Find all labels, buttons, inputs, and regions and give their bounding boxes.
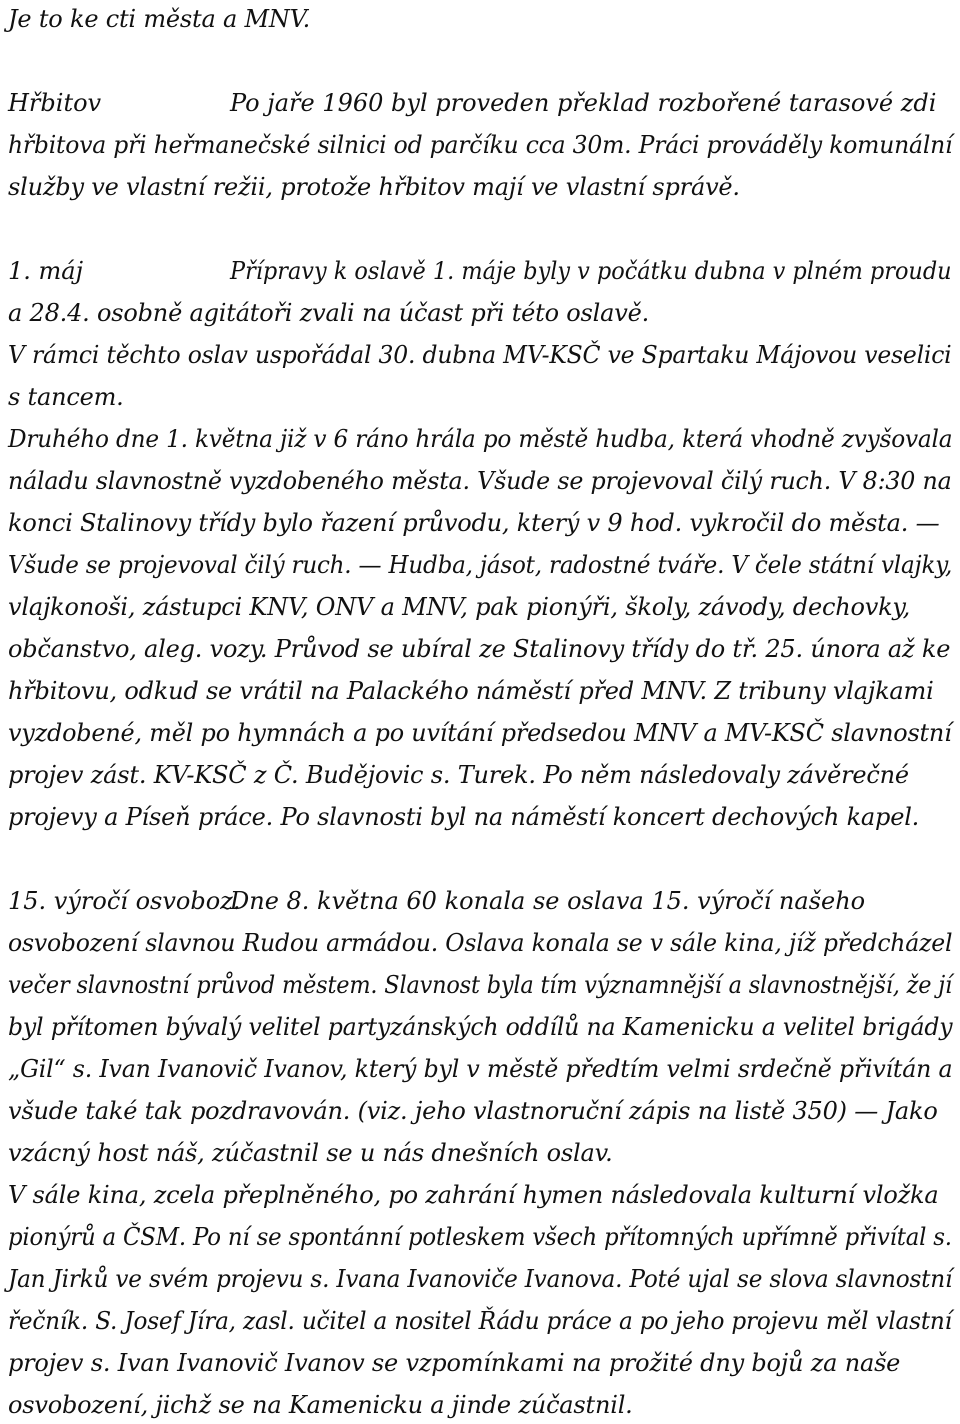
text-line: Přípravy k oslavě 1. máje byly v počátku dubna v plném proudu: [230, 257, 952, 285]
text-line: hřbitova při heřmanečské silnici od parčíku cca 30m. Práci prováděly komunální: [8, 131, 953, 159]
text-line: Jan Jirků ve svém projevu s. Ivana Ivanoviče Ivanova. Poté ujal se slova slavnostní: [8, 1265, 953, 1293]
text-line: řečník. S. Josef Jíra, zasl. učitel a nositel Řádu práce a po jeho projevu měl vlastní: [8, 1307, 952, 1335]
text-line: a 28.4. osobně agitátoři zvali na účast při této oslavě.: [8, 299, 650, 327]
text-line: hřbitovu, odkud se vrátil na Palackého náměstí před MNV. Z tribuny vlajkami: [8, 677, 934, 705]
text-line: služby ve vlastní režii, protože hřbitov mají ve vlastní správě.: [8, 173, 740, 201]
text-line: projev zást. KV-KSČ z Č. Budějovic s. Turek. Po něm následovaly závěrečné: [8, 761, 909, 789]
text-line: V sále kina, zcela přeplněného, po zahrání hymen následovala kulturní vložka: [8, 1181, 939, 1209]
text-line: Dne 8. května 60 konala se oslava 15. výročí našeho: [230, 887, 866, 915]
text-line: občanstvo, aleg. vozy. Průvod se ubíral ze Stalinovy třídy do tř. 25. února až ke: [8, 635, 951, 663]
text-line: s tancem.: [8, 383, 124, 411]
text-line: projevy a Píseň práce. Po slavnosti byl na náměstí koncert dechových kapel.: [8, 803, 920, 831]
text-line: V rámci těchto oslav uspořádal 30. dubna MV-KSČ ve Spartaku Májovou veselici: [8, 341, 952, 369]
text-line: Druhého dne 1. května již v 6 ráno hrála po městě hudba, která vhodně zvyšovala: [8, 425, 953, 453]
text-line: „Gil“ s. Ivan Ivanovič Ivanov, který byl v městě předtím velmi srdečně přivítán a: [8, 1055, 953, 1083]
section-label-osvobozeni: 15. výročí osvoboz.: [8, 887, 241, 915]
text-line: vyzdobené, měl po hymnách a po uvítání předsedou MNV a MV-KSČ slavnostní: [8, 719, 952, 747]
text-line: pionýrů a ČSM. Po ní se spontánní potleskem všech přítomných upřímně přivítal s.: [8, 1223, 952, 1251]
text-line: večer slavnostní průvod městem. Slavnost byla tím významnější a slavnostnější, že jí: [8, 971, 952, 999]
section-label-maj: 1. máj: [8, 257, 84, 285]
text-line: náladu slavnostně vyzdobeného města. Všude se projevoval čilý ruch. V 8:30 na: [8, 467, 952, 495]
section-label-hrbitov: Hřbitov: [8, 89, 102, 117]
text-line: osvobození slavnou Rudou armádou. Oslava konala se v sále kina, jíž předcházel: [8, 929, 953, 957]
text-line: všude také tak pozdravován. (viz. jeho vlastnoruční zápis na listě 350) — Jako: [8, 1097, 938, 1125]
text-line: osvobození, jichž se na Kamenicku a jinde zúčastnil.: [8, 1391, 633, 1419]
text-line: byl přítomen bývalý velitel partyzánských oddílů na Kamenicku a velitel brigády: [8, 1013, 953, 1041]
header-line: Je to ke cti města a MNV.: [8, 5, 311, 33]
text-line: projev s. Ivan Ivanovič Ivanov se vzpomínkami na prožité dny bojů za naše: [8, 1349, 901, 1377]
text-line: vzácný host náš, zúčastnil se u nás dnešních oslav.: [8, 1139, 613, 1167]
text-line: vlajkonoši, zástupci KNV, ONV a MNV, pak pionýři, školy, závody, dechovky,: [8, 593, 911, 621]
text-line: konci Stalinovy třídy bylo řazení průvodu, který v 9 hod. vykročil do města. —: [8, 509, 940, 537]
text-line: Po jaře 1960 byl proveden překlad rozbořené tarasové zdi: [230, 89, 937, 117]
text-line: Všude se projevoval čilý ruch. — Hudba, jásot, radostné tváře. V čele státní vlajky,: [8, 551, 953, 579]
